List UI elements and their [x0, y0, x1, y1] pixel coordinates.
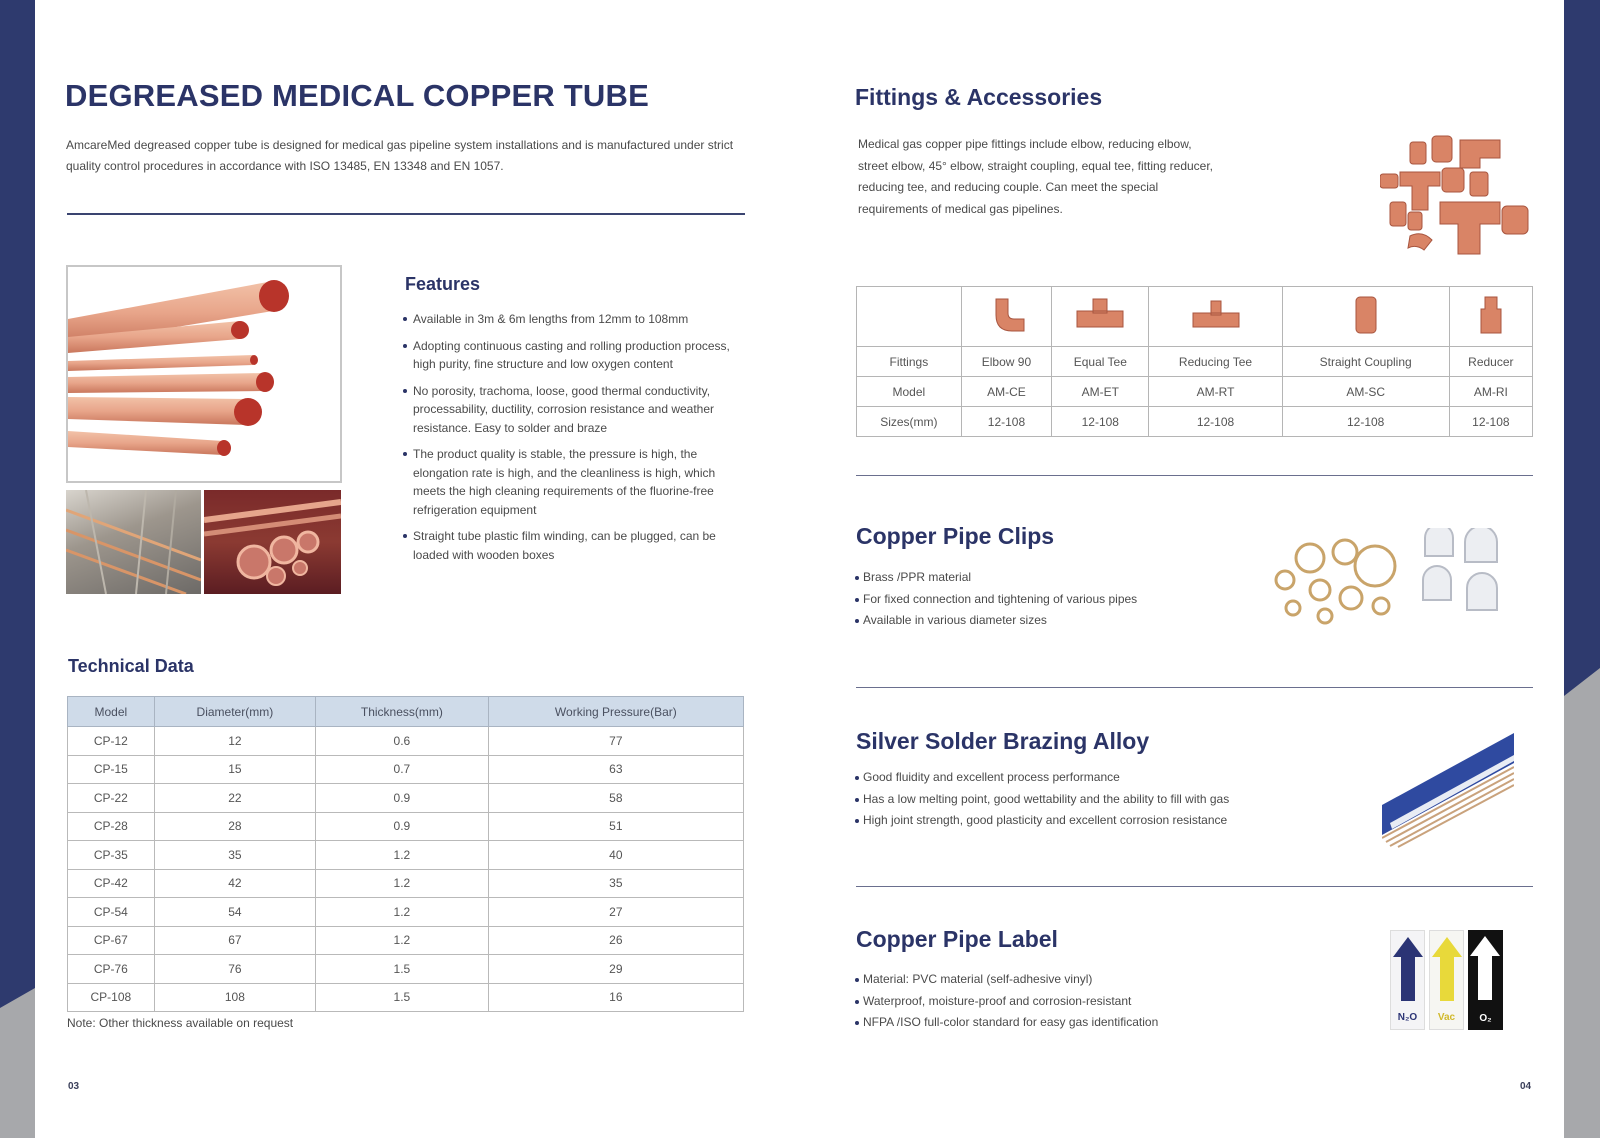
- table-cell: 54: [154, 898, 315, 927]
- table-cell: CP-12: [68, 727, 155, 756]
- table-cell: 29: [488, 955, 743, 984]
- table-cell: 12-108: [961, 407, 1051, 437]
- feature-item: The product quality is stable, the pressure is high, the elongation rate is high, and the cleanliness is high, which meets the high cleaning requirements of the fluorine-free refrigeration equipment: [402, 445, 732, 519]
- solder-list: [855, 767, 1229, 832]
- o2-label: [1468, 930, 1503, 1030]
- table-cell: AM-CE: [961, 377, 1051, 407]
- table-row: [68, 727, 744, 756]
- column-header: Diameter(mm): [154, 697, 315, 727]
- table-cell: 1.2: [316, 869, 489, 898]
- brazing-rods-photo: [1382, 733, 1514, 848]
- table-cell: 12-108: [1282, 407, 1449, 437]
- fittings-table: [856, 286, 1533, 437]
- fittings-heading: Fittings & Accessories: [855, 84, 1103, 110]
- table-cell: 35: [488, 869, 743, 898]
- table-cell: CP-28: [68, 812, 155, 841]
- fittings-description: Medical gas copper pipe fittings include elbow, reducing elbow, street elbow, 45° elbow, straight coupling, equal tee, fitting reducer, reducing tee, and reducing couple. Can meet the special requirements of medical gas pipelines.: [858, 137, 1214, 216]
- table-row: [857, 407, 1533, 437]
- column-header: Model: [68, 697, 155, 727]
- table-cell: 1.2: [316, 898, 489, 927]
- fittings-photo: [1380, 132, 1530, 262]
- elbow-icon: [986, 295, 1026, 335]
- section-divider: [856, 687, 1533, 688]
- table-cell: 67: [154, 926, 315, 955]
- table-cell: 27: [488, 898, 743, 927]
- list-item: Has a low melting point, good wettability and the ability to fill with gas: [855, 789, 1229, 811]
- table-row: [68, 812, 744, 841]
- column-header: Working Pressure(Bar): [488, 697, 743, 727]
- table-row: [68, 955, 744, 984]
- technical-data-table: [67, 696, 744, 1012]
- table-cell: 1.5: [316, 983, 489, 1012]
- equal-tee-icon: [1075, 295, 1125, 335]
- coupling-icon: [1351, 295, 1381, 335]
- table-cell: 51: [488, 812, 743, 841]
- table-cell: 15: [154, 755, 315, 784]
- table-cell: AM-ET: [1052, 377, 1149, 407]
- reducing-tee-icon: [1191, 295, 1241, 335]
- label-list: [855, 969, 1158, 1034]
- list-item: Material: PVC material (self-adhesive vinyl): [855, 969, 1158, 991]
- table-cell: [1052, 287, 1149, 347]
- left-page-edge: [0, 0, 35, 1138]
- fittings-icon-row: [857, 287, 1533, 347]
- table-cell: 0.9: [316, 812, 489, 841]
- section-divider: [856, 475, 1533, 476]
- clips-list: [855, 567, 1137, 632]
- table-cell: Reducing Tee: [1149, 347, 1282, 377]
- table-row: [68, 926, 744, 955]
- table-cell: CP-35: [68, 841, 155, 870]
- table-cell: 0.9: [316, 784, 489, 813]
- table-row: [68, 869, 744, 898]
- table-cell: 12: [154, 727, 315, 756]
- column-header: Thickness(mm): [316, 697, 489, 727]
- feature-item: Available in 3m & 6m lengths from 12mm to 108mm: [402, 310, 732, 329]
- page-title: DEGREASED MEDICAL COPPER TUBE: [65, 78, 649, 113]
- list-item: Available in various diameter sizes: [855, 610, 1137, 632]
- table-cell: AM-RT: [1149, 377, 1282, 407]
- copper-pipe-ends-photo: [204, 490, 341, 594]
- table-row: [68, 983, 744, 1012]
- n2o-label-text: N₂O: [1397, 1012, 1418, 1023]
- section-divider: [856, 886, 1533, 887]
- table-cell: 26: [488, 926, 743, 955]
- list-item: Brass /PPR material: [855, 567, 1137, 589]
- table-cell: 0.7: [316, 755, 489, 784]
- list-item: Waterproof, moisture-proof and corrosion-resistant: [855, 991, 1158, 1013]
- table-cell: Equal Tee: [1052, 347, 1149, 377]
- table-cell: CP-67: [68, 926, 155, 955]
- label-heading: Copper Pipe Label: [856, 926, 1058, 952]
- table-cell: 12-108: [1449, 407, 1532, 437]
- table-cell: 12-108: [1149, 407, 1282, 437]
- technical-data-heading: Technical Data: [68, 656, 194, 676]
- table-cell: CP-54: [68, 898, 155, 927]
- table-cell: 0.6: [316, 727, 489, 756]
- table-cell: CP-22: [68, 784, 155, 813]
- table-cell: [1149, 287, 1282, 347]
- list-item: Good fluidity and excellent process performance: [855, 767, 1229, 789]
- table-cell: 1.2: [316, 841, 489, 870]
- row-label: Fittings: [857, 347, 962, 377]
- page-number-left: 03: [68, 1081, 80, 1092]
- table-cell: Straight Coupling: [1282, 347, 1449, 377]
- features-heading: Features: [405, 274, 481, 294]
- table-cell: AM-SC: [1282, 377, 1449, 407]
- feature-item: Adopting continuous casting and rolling production process, high purity, fine structure and low oxygen content: [402, 337, 732, 374]
- table-cell: [961, 287, 1051, 347]
- table-row: [68, 784, 744, 813]
- o2-label-text: O₂: [1479, 1013, 1492, 1024]
- table-cell: 1.2: [316, 926, 489, 955]
- table-cell: CP-42: [68, 869, 155, 898]
- list-item: High joint strength, good plasticity and excellent corrosion resistance: [855, 810, 1229, 832]
- intro-paragraph: AmcareMed degreased copper tube is designed for medical gas pipeline system installations and is manufactured under strict quality control procedures in accordance with ISO 13485, EN 13348 and EN 1057.: [66, 138, 734, 173]
- copper-tube-photo: [66, 265, 342, 483]
- list-item: For fixed connection and tightening of various pipes: [855, 589, 1137, 611]
- feature-item: Straight tube plastic film winding, can be plugged, can be loaded with wooden boxes: [402, 527, 732, 564]
- table-row: [68, 841, 744, 870]
- vac-label: [1429, 930, 1464, 1030]
- clips-heading: Copper Pipe Clips: [856, 523, 1055, 549]
- section-divider: [67, 213, 745, 215]
- list-item: NFPA /ISO full-color standard for easy gas identification: [855, 1012, 1158, 1034]
- table-cell: Reducer: [1449, 347, 1532, 377]
- table-cell: [1449, 287, 1532, 347]
- table-cell: 40: [488, 841, 743, 870]
- table-cell: 1.5: [316, 955, 489, 984]
- table-cell: 58: [488, 784, 743, 813]
- table-cell: 28: [154, 812, 315, 841]
- table-note: Note: Other thickness available on request: [67, 1016, 294, 1030]
- n2o-label: [1390, 930, 1425, 1030]
- table-cell: [857, 287, 962, 347]
- table-cell: 35: [154, 841, 315, 870]
- table-cell: 22: [154, 784, 315, 813]
- vac-label-text: Vac: [1437, 1012, 1456, 1023]
- table-cell: Elbow 90: [961, 347, 1051, 377]
- table-cell: [1282, 287, 1449, 347]
- reducer-icon: [1476, 295, 1506, 335]
- table-cell: 16: [488, 983, 743, 1012]
- table-row: [68, 755, 744, 784]
- right-page-edge: [1564, 0, 1600, 1138]
- pipe-clips-photo: [1265, 528, 1527, 628]
- table-header-row: [68, 697, 744, 727]
- table-cell: 42: [154, 869, 315, 898]
- row-label: Model: [857, 377, 962, 407]
- table-cell: 76: [154, 955, 315, 984]
- installation-photo: [66, 490, 201, 594]
- table-cell: 77: [488, 727, 743, 756]
- solder-heading: Silver Solder Brazing Alloy: [856, 728, 1150, 754]
- table-cell: CP-108: [68, 983, 155, 1012]
- row-label: Sizes(mm): [857, 407, 962, 437]
- table-row: [68, 898, 744, 927]
- table-cell: 108: [154, 983, 315, 1012]
- table-cell: 12-108: [1052, 407, 1149, 437]
- table-cell: CP-15: [68, 755, 155, 784]
- table-cell: AM-RI: [1449, 377, 1532, 407]
- table-cell: CP-76: [68, 955, 155, 984]
- table-cell: 63: [488, 755, 743, 784]
- page-number-right: 04: [1520, 1081, 1532, 1092]
- table-row: [857, 377, 1533, 407]
- pipe-labels-photo: [1390, 930, 1510, 1030]
- table-row: [857, 347, 1533, 377]
- features-list: [402, 310, 732, 572]
- feature-item: No porosity, trachoma, loose, good thermal conductivity, processability, ductility, corrosion resistance and weather resistance. Easy to solder and braze: [402, 382, 732, 438]
